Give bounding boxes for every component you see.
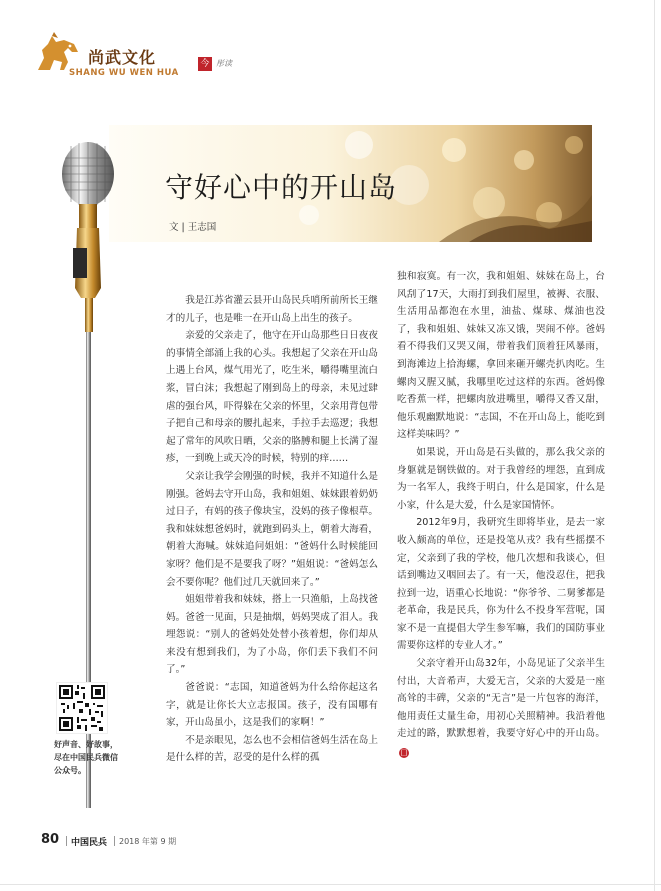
article-byline: 文 | 王志国: [169, 222, 217, 233]
column-tag-badge: 今: [198, 57, 212, 71]
end-of-article-icon: 囗: [400, 749, 408, 758]
paragraph: 爸爸说：“志国，知道爸妈为什么给你起这名字，就是让你长大立志报国。孩子，没有国哪有家，开山岛虽小，这是我们的家啊！”: [166, 682, 378, 729]
section-title-pinyin: SHANG WU WEN HUA: [69, 68, 179, 78]
paragraph-final: [397, 655, 605, 761]
paragraph: 2012年9月，我研究生即将毕业，是去一家收入颇高的单位，还是投笔从戎？我有些摇摆不定，父亲到了我的学校，他几次想和我谈心，但话到嘴边又咽回去了。有一天，他没忍住，把我拉到一边，语重心长地说：“你爷爷、二舅爹都是老革命，我是民兵，你为什么不投身军营呢，国家不是一直提倡大学生参军嘛，我们的国防事业需要你这样的专业人才。”: [397, 517, 605, 652]
section-title: 尚武文化: [88, 48, 157, 67]
paragraph: 如果说，开山岛是石头做的，那么我父亲的身躯就是钢铁做的。对于我曾经的埋怨，直到成为一名军人，我终于明白，什么是国家，什么是小家，什么是大爱，什么是家国情怀。: [397, 446, 605, 511]
article-column-left: [166, 292, 378, 767]
page-number: 80: [41, 832, 60, 847]
paragraph: 亲爱的父亲走了，他守在开山岛那些日日夜夜的事情全部涌上我的心头。我想起了父亲在开山岛上遇上台风，煤气用光了，吃生米，嚼得嘴里流白浆，冒白沫；我想起了刚到岛上的母亲，未见过肆虐的强台风，吓得躲在父亲的怀里，父亲用背包带子把自己和母亲的腰扎起来，手拉手去巡逻；我想起了常年的风吹日晒，父亲的胳膊和腿上长满了湿疹，一到晚上或天冷的时候，特别的痒……: [166, 330, 378, 465]
paragraph: 不是亲眼见，怎么也不会相信爸妈生活在岛上是什么样的苦，忍受的是什么样的孤: [166, 734, 378, 764]
page-edge-bottom: [0, 884, 661, 885]
qr-code[interactable]: [56, 682, 108, 734]
paragraph-continued: 独和寂寞。有一次，我和姐姐、妹妹在岛上，台风刮了17天，大雨打到我们屋里，被褥、衣服、生活用品都泡在水里，油盐、煤球、煤油也没了，我和姐姐、妹妹又冻又饿，哭闹不停。爸妈看不得我们又哭又闹，带着我们顶着狂风暴雨，到海滩边上拾海螺，拿回来砸开螺壳扒肉吃。生螺肉又腥又腻，我哪里吃过这样的东西。爸妈像吃香蕉一样，把螺肉放进嘴里，嚼得又香又甜，他乐观幽默地说：“志国，不在开山岛上，能吃到这样美味吗？”: [397, 271, 605, 441]
column-tag-label: 彤读: [216, 59, 232, 68]
paragraph-final-text: 父亲守着开山岛32年，小岛见证了父亲半生付出，大音希声，大爱无言，父亲的大爱是一座高耸的丰碑，父亲的“无言”是一片包容的海洋，他用责任丈量生命，用初心关照精神。我沿着他走过的路，默默想着，我要守好心中的开山岛。: [397, 658, 605, 740]
paragraph: 姐姐带着我和妹妹，搭上一只渔船，上岛找爸妈。爸爸一见面，只是抽烟，妈妈哭成了泪人。我埋怨说：“别人的爸妈处处替小孩着想，你们却从来没有想到我们，为了小岛，你们丢下我们不问了。”: [166, 594, 378, 676]
footer-divider: [114, 836, 115, 846]
paragraph: 我是江苏省灌云县开山岛民兵哨所前所长王继才的儿子，也是唯一在开山岛上出生的孩子。: [166, 295, 378, 324]
article-column-right: [397, 268, 605, 761]
paragraph: 父亲让我学会刚强的时候，我并不知道什么是刚强。爸妈去守开山岛，我和姐姐、妹妹跟着奶奶过日子，有妈的孩子像块宝，没妈的孩子像根草。我和妹妹想爸妈时，就跑到码头上，朝着大海看，朝着大海喊。妹妹追问姐姐：“爸妈什么时候能回家呀？他们是不是要我了呀？”姐姐说：“爸妈怎么会不要你呢？他们过几天就回来了。”: [166, 470, 378, 588]
publication-name: 中国民兵: [71, 838, 108, 848]
page-edge-right: [654, 0, 655, 891]
article-title: 守好心中的开山岛: [165, 171, 398, 204]
qr-caption: 好声音、好故事，尽在中国民兵微信公众号。: [54, 740, 118, 775]
footer-divider: [66, 836, 67, 846]
issue-label: 2018 年第 9 期: [119, 837, 177, 846]
